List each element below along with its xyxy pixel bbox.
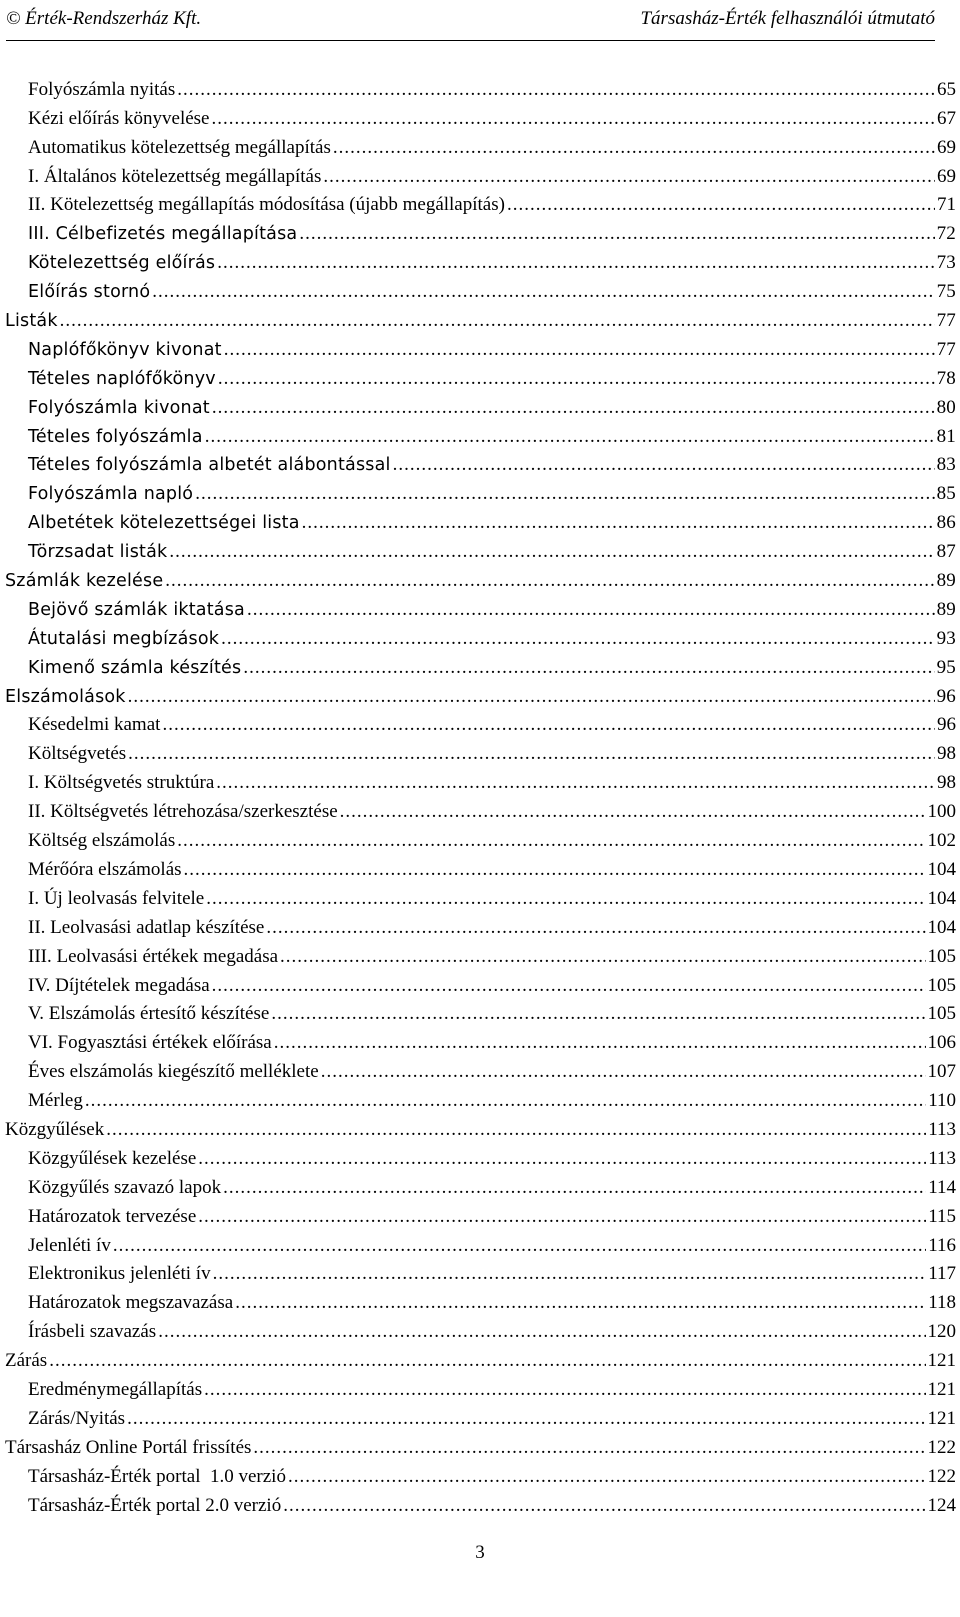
- toc-entry[interactable]: [5, 534, 956, 563]
- toc-entry-page-number: 100: [927, 801, 956, 823]
- toc-dot-leader: [223, 1177, 926, 1199]
- toc-entry-title: Éves elszámolás kiegészítő melléklete: [28, 1061, 319, 1083]
- toc-entry-title: Tételes naplófőkönyv: [28, 368, 216, 389]
- toc-dot-leader: [302, 512, 935, 534]
- toc-entry-title: IV. Díjtételek megadása: [28, 974, 210, 996]
- toc-entry[interactable]: [5, 188, 956, 217]
- toc-entry-title: I. Új leolvasás felvitele: [28, 887, 205, 909]
- toc-entry-page-number: 78: [936, 367, 956, 389]
- toc-dot-leader: [113, 1235, 926, 1257]
- toc-entry-page-number: 122: [927, 1436, 956, 1458]
- toc-dot-leader: [213, 1263, 927, 1285]
- toc-dot-leader: [221, 628, 935, 650]
- toc-entry-title: III. Célbefizetés megállapítása: [28, 224, 298, 245]
- toc-dot-leader: [198, 1148, 926, 1170]
- toc-dot-leader: [280, 946, 925, 968]
- toc-entry-title: Folyószámla nyitás: [28, 78, 176, 100]
- toc-dot-leader: [177, 79, 935, 101]
- toc-dot-leader: [128, 686, 935, 708]
- toc-entry-title: VI. Fogyasztási értékek előírása: [28, 1032, 272, 1054]
- toc-dot-leader: [217, 252, 934, 274]
- toc-entry-page-number: 113: [928, 1147, 956, 1169]
- toc-entry[interactable]: [5, 419, 956, 448]
- toc-entry-title: Mérőóra elszámolás: [28, 858, 182, 880]
- toc-dot-leader: [340, 801, 926, 823]
- toc-dot-leader: [507, 194, 935, 216]
- toc-entry-title: Bejövő számlák iktatása: [28, 599, 245, 620]
- toc-entry-title: Mérleg: [28, 1090, 83, 1112]
- toc-entry[interactable]: [5, 101, 956, 130]
- toc-dot-leader: [266, 917, 925, 939]
- toc-entry-page-number: 95: [936, 656, 956, 678]
- toc-entry-page-number: 121: [927, 1350, 956, 1372]
- toc-entry-page-number: 116: [928, 1234, 956, 1256]
- toc-entry-title: Átutalási megbízások: [28, 628, 220, 649]
- toc-entry-title: Előírás stornó: [28, 282, 151, 303]
- toc-entry-page-number: 121: [927, 1378, 956, 1400]
- toc-entry[interactable]: [5, 303, 956, 332]
- toc-entry[interactable]: [5, 852, 956, 881]
- toc-entry-page-number: 89: [936, 598, 956, 620]
- toc-entry-title: Naplófőkönyv kivonat: [28, 339, 222, 360]
- toc-entry-title: Közgyűlések kezelése: [28, 1147, 197, 1169]
- toc-entry-page-number: 69: [937, 165, 956, 187]
- toc-dot-leader: [60, 310, 935, 332]
- toc-entry[interactable]: [5, 72, 956, 101]
- toc-entry[interactable]: [5, 159, 956, 188]
- toc-entry-title: Folyószámla napló: [28, 484, 194, 505]
- toc-entry-title: Zárás/Nyitás: [28, 1407, 126, 1429]
- toc-entry-title: Írásbeli szavazás: [28, 1321, 157, 1343]
- toc-entry-title: Közgyűlés szavazó lapok: [28, 1176, 222, 1198]
- header-copyright: © Érték-Rendszerház Kft.: [6, 8, 202, 29]
- toc-entry[interactable]: [5, 823, 956, 852]
- toc-entry[interactable]: [5, 332, 956, 361]
- toc-entry[interactable]: [5, 679, 956, 708]
- table-of-contents: [5, 72, 956, 1517]
- toc-dot-leader: [333, 137, 935, 159]
- toc-entry[interactable]: [5, 505, 956, 534]
- toc-entry[interactable]: [5, 881, 956, 910]
- toc-entry-title: Listák: [5, 311, 58, 332]
- toc-entry-page-number: 80: [936, 396, 956, 418]
- page-header: [6, 4, 935, 41]
- toc-entry-title: Határozatok megszavazása: [28, 1292, 234, 1314]
- toc-entry-title: Zárás: [5, 1350, 48, 1372]
- toc-dot-leader: [85, 1090, 926, 1112]
- toc-entry[interactable]: [5, 968, 956, 997]
- toc-dot-leader: [224, 339, 935, 361]
- toc-entry-title: Közgyűlések: [5, 1118, 105, 1140]
- toc-entry-page-number: 93: [936, 627, 956, 649]
- toc-entry[interactable]: [5, 1083, 956, 1112]
- toc-entry-title: Társasház-Érték portal 2.0 verzió: [28, 1494, 282, 1516]
- toc-entry-page-number: 86: [936, 512, 956, 534]
- toc-dot-leader: [49, 1350, 925, 1372]
- toc-entry-page-number: 89: [936, 570, 956, 592]
- toc-entry-page-number: 98: [937, 743, 956, 765]
- toc-entry[interactable]: [5, 390, 956, 419]
- toc-entry-page-number: 87: [936, 541, 956, 563]
- toc-entry-page-number: 96: [937, 714, 956, 736]
- toc-entry[interactable]: [5, 245, 956, 274]
- toc-entry-page-number: 124: [927, 1494, 956, 1516]
- toc-dot-leader: [127, 1408, 925, 1430]
- toc-entry[interactable]: [5, 130, 956, 159]
- toc-entry-title: Társasház Online Portál frissítés: [5, 1436, 252, 1458]
- toc-dot-leader: [321, 1061, 926, 1083]
- toc-entry-page-number: 83: [936, 454, 956, 476]
- toc-dot-leader: [158, 1321, 925, 1343]
- toc-entry-page-number: 69: [937, 136, 956, 158]
- toc-entry[interactable]: [5, 1170, 956, 1199]
- toc-entry-page-number: 117: [928, 1263, 956, 1285]
- toc-entry[interactable]: [5, 765, 956, 794]
- toc-entry-title: Tételes folyószámla albetét alábontással: [28, 455, 391, 476]
- toc-entry-title: Költség elszámolás: [28, 830, 176, 852]
- toc-entry-title: Albetétek kötelezettségei lista: [28, 513, 300, 534]
- toc-dot-leader: [216, 772, 935, 794]
- toc-entry-title: Kézi előírás könyvelése: [28, 107, 210, 129]
- toc-entry[interactable]: [5, 1025, 956, 1054]
- toc-entry[interactable]: [5, 621, 956, 650]
- toc-entry[interactable]: [5, 1257, 956, 1286]
- page-number: 3: [475, 1542, 485, 1563]
- toc-entry-page-number: 110: [928, 1090, 956, 1112]
- toc-entry[interactable]: [5, 910, 956, 939]
- toc-entry[interactable]: [5, 1199, 956, 1228]
- toc-entry-title: II. Költségvetés létrehozása/szerkesztése: [28, 801, 338, 823]
- toc-dot-leader: [212, 975, 926, 997]
- toc-entry-title: V. Elszámolás értesítő készítése: [28, 1003, 270, 1025]
- toc-dot-leader: [162, 714, 935, 736]
- toc-dot-leader: [165, 570, 934, 592]
- toc-dot-leader: [218, 368, 935, 390]
- toc-entry-title: II. Kötelezettség megállapítás módosítása (újabb megállapítás): [28, 194, 505, 216]
- toc-dot-leader: [205, 426, 935, 448]
- toc-dot-leader: [271, 1003, 925, 1025]
- toc-entry-title: I. Költségvetés struktúra: [28, 772, 215, 794]
- toc-entry[interactable]: [5, 736, 956, 765]
- toc-entry-page-number: 113: [928, 1118, 956, 1140]
- toc-dot-leader: [204, 1379, 925, 1401]
- toc-entry[interactable]: [5, 274, 956, 303]
- toc-dot-leader: [169, 541, 934, 563]
- toc-dot-leader: [212, 397, 935, 419]
- toc-dot-leader: [274, 1032, 926, 1054]
- toc-entry-page-number: 106: [927, 1032, 956, 1054]
- toc-entry-title: II. Leolvasási adatlap készítése: [28, 916, 265, 938]
- toc-entry-page-number: 115: [928, 1205, 956, 1227]
- toc-dot-leader: [299, 223, 934, 245]
- toc-entry-title: Számlák kezelése: [5, 571, 164, 592]
- toc-entry-title: Elektronikus jelenléti ív: [28, 1263, 211, 1285]
- toc-entry-title: Törzsadat listák: [28, 542, 168, 563]
- toc-entry-page-number: 102: [927, 830, 956, 852]
- toc-entry-page-number: 104: [927, 887, 956, 909]
- toc-entry[interactable]: [5, 1459, 956, 1488]
- toc-entry-title: Társasház-Érték portal 1.0 verzió: [28, 1465, 286, 1487]
- toc-dot-leader: [195, 483, 934, 505]
- toc-entry[interactable]: [5, 1401, 956, 1430]
- toc-entry-page-number: 104: [927, 916, 956, 938]
- toc-dot-leader: [283, 1495, 925, 1517]
- toc-entry-page-number: 71: [937, 194, 956, 216]
- toc-entry-title: Kimenő számla készítés: [28, 657, 242, 678]
- toc-entry-title: Tételes folyószámla: [28, 426, 203, 447]
- toc-entry[interactable]: [5, 1228, 956, 1257]
- toc-entry-title: Költségvetés: [28, 743, 127, 765]
- toc-entry-page-number: 85: [936, 483, 956, 505]
- toc-dot-leader: [393, 454, 935, 476]
- toc-entry[interactable]: [5, 1372, 956, 1401]
- toc-dot-leader: [247, 599, 935, 621]
- toc-entry-page-number: 77: [936, 310, 956, 332]
- toc-entry-page-number: 120: [927, 1321, 956, 1343]
- toc-entry-page-number: 105: [927, 945, 956, 967]
- toc-entry[interactable]: [5, 563, 956, 592]
- toc-dot-leader: [288, 1466, 926, 1488]
- toc-entry-page-number: 104: [927, 858, 956, 880]
- toc-entry[interactable]: [5, 216, 956, 245]
- toc-entry[interactable]: [5, 1343, 956, 1372]
- toc-entry-title: Késedelmi kamat: [28, 714, 161, 736]
- toc-entry[interactable]: [5, 592, 956, 621]
- toc-dot-leader: [106, 1119, 926, 1141]
- toc-dot-leader: [128, 743, 935, 765]
- toc-entry-page-number: 75: [936, 281, 956, 303]
- toc-dot-leader: [211, 108, 935, 130]
- toc-entry-title: Kötelezettség előírás: [28, 253, 216, 274]
- toc-entry[interactable]: [5, 794, 956, 823]
- toc-entry-page-number: 96: [936, 685, 956, 707]
- toc-entry[interactable]: [5, 1430, 956, 1459]
- toc-entry-page-number: 121: [927, 1407, 956, 1429]
- toc-entry[interactable]: [5, 1285, 956, 1314]
- toc-entry[interactable]: [5, 708, 956, 737]
- toc-dot-leader: [206, 888, 925, 910]
- toc-entry[interactable]: [5, 476, 956, 505]
- toc-entry-title: III. Leolvasási értékek megadása: [28, 945, 279, 967]
- toc-entry-title: Elszámolások: [5, 686, 126, 707]
- toc-entry[interactable]: [5, 361, 956, 390]
- toc-entry-page-number: 105: [927, 974, 956, 996]
- toc-dot-leader: [177, 830, 925, 852]
- toc-entry-title: I. Általános kötelezettség megállapítás: [28, 165, 322, 187]
- header-document-title: Társasház-Érték felhasználói útmutató: [640, 8, 935, 29]
- toc-entry-page-number: 122: [927, 1465, 956, 1487]
- toc-entry[interactable]: [5, 1141, 956, 1170]
- toc-entry[interactable]: [5, 448, 956, 477]
- toc-dot-leader: [184, 859, 926, 881]
- toc-entry-page-number: 73: [936, 252, 956, 274]
- toc-entry-page-number: 67: [937, 107, 956, 129]
- toc-entry-title: Automatikus kötelezettség megállapítás: [28, 136, 331, 158]
- toc-entry-title: Folyószámla kivonat: [28, 397, 210, 418]
- toc-entry[interactable]: [5, 939, 956, 968]
- toc-entry-page-number: 98: [937, 772, 956, 794]
- toc-entry[interactable]: [5, 997, 956, 1026]
- toc-entry-title: Jelenléti ív: [28, 1234, 111, 1256]
- toc-entry-page-number: 118: [928, 1292, 956, 1314]
- toc-dot-leader: [198, 1206, 926, 1228]
- toc-dot-leader: [243, 657, 934, 679]
- toc-entry[interactable]: [5, 1054, 956, 1083]
- toc-entry-page-number: 72: [936, 223, 956, 245]
- toc-entry-page-number: 114: [928, 1176, 956, 1198]
- toc-entry[interactable]: [5, 1488, 956, 1517]
- toc-entry-page-number: 77: [936, 338, 956, 360]
- toc-entry[interactable]: [5, 650, 956, 679]
- toc-entry[interactable]: [5, 1112, 956, 1141]
- toc-entry[interactable]: [5, 1314, 956, 1343]
- toc-dot-leader: [323, 166, 935, 188]
- toc-dot-leader: [253, 1437, 925, 1459]
- toc-entry-title: Eredménymegállapítás: [28, 1378, 203, 1400]
- toc-dot-leader: [152, 281, 934, 303]
- toc-entry-page-number: 81: [936, 425, 956, 447]
- toc-dot-leader: [235, 1292, 926, 1314]
- toc-entry-page-number: 107: [927, 1061, 956, 1083]
- toc-entry-page-number: 65: [937, 78, 956, 100]
- toc-entry-title: Határozatok tervezése: [28, 1205, 197, 1227]
- toc-entry-page-number: 105: [927, 1003, 956, 1025]
